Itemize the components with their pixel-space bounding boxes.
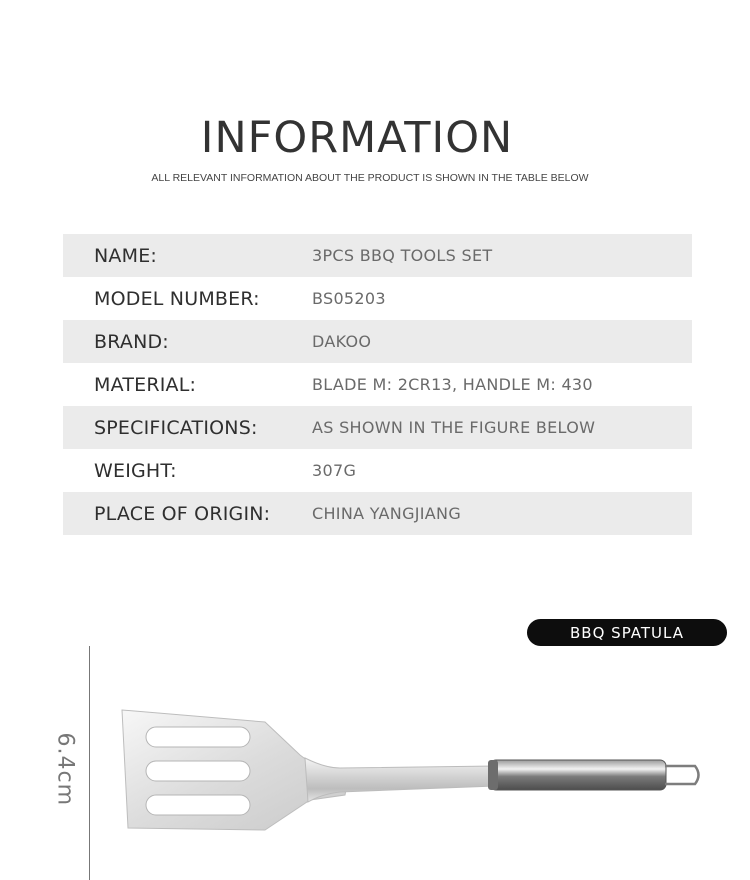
- table-row-brand: [63, 320, 692, 363]
- row-value: BS05203: [312, 289, 386, 308]
- page-subtitle: ALL RELEVANT INFORMATION ABOUT THE PRODUCT IS SHOWN IN THE TABLE BELOW: [151, 172, 589, 184]
- dimension-line: [89, 646, 90, 880]
- page-title: INFORMATION: [200, 113, 514, 163]
- row-value: AS SHOWN IN THE FIGURE BELOW: [312, 418, 596, 437]
- row-value: DAKOO: [312, 332, 372, 351]
- table-row-place-of-origin: [63, 492, 692, 535]
- row-label: MATERIAL:: [94, 373, 197, 396]
- dimension-label: 6.4cm: [52, 732, 78, 807]
- table-row-specifications: [63, 406, 692, 449]
- row-value: BLADE M: 2CR13, HANDLE M: 430: [312, 375, 593, 394]
- row-value: 3PCS BBQ TOOLS SET: [312, 246, 493, 265]
- row-label: NAME:: [94, 244, 158, 267]
- product-tag-badge: BBQ SPATULA: [527, 619, 727, 646]
- row-value: CHINA YANGJIANG: [312, 504, 462, 523]
- table-row-weight: [63, 449, 692, 492]
- row-label: PLACE OF ORIGIN:: [94, 502, 271, 525]
- table-row-name: [63, 234, 692, 277]
- row-label: WEIGHT:: [94, 459, 177, 482]
- spatula-image: [110, 700, 710, 840]
- row-label: MODEL NUMBER:: [94, 287, 260, 310]
- table-row-model-number: [63, 277, 692, 320]
- info-table: [63, 234, 692, 535]
- table-row-material: [63, 363, 692, 406]
- row-label: BRAND:: [94, 330, 169, 353]
- row-value: 307G: [312, 461, 357, 480]
- row-label: SPECIFICATIONS:: [94, 416, 258, 439]
